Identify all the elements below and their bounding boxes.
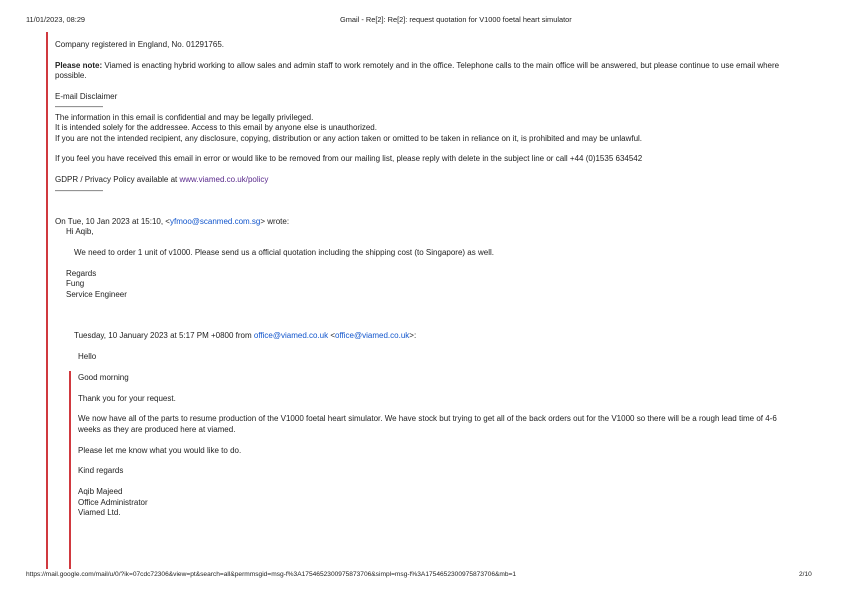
quoted-sender-email-link-2[interactable]: office@viamed.co.uk — [335, 331, 410, 341]
reply-attribution-suffix: > wrote: — [260, 216, 290, 226]
reply-attribution-prefix: On Tue, 10 Jan 2023 at 15:10, < — [55, 216, 170, 226]
print-header-title: Gmail - Re[2]: Re[2]: request quotation for V1000 foetal heart simulator — [340, 15, 572, 24]
please-note — [55, 61, 797, 82]
company-registration: Company registered in England, No. 01291765. — [55, 40, 224, 49]
reply-role: Service Engineer — [66, 289, 127, 299]
reply-body: We need to order 1 unit of v1000. Please send us a official quotation including the shipping cost (to Singapore) as well. — [74, 248, 494, 258]
quoted-sender-email-link[interactable]: office@viamed.co.uk — [253, 331, 329, 341]
disclaimer-rule: —————— — [55, 102, 103, 112]
email-body — [55, 40, 797, 518]
gdpr-policy-link[interactable]: www.viamed.co.uk/policy — [179, 175, 269, 185]
quoted-kind-regards: Kind regards — [78, 466, 124, 476]
quoted-sig-company: Viamed Ltd. — [78, 508, 121, 517]
reply-sender-email-link[interactable]: yfmoo@scanmed.com.sg — [169, 216, 261, 226]
quoted-sig-name: Aqib Majeed — [78, 487, 123, 497]
quoted-let-me-know: Please let me know what you would like to do. — [78, 445, 242, 455]
disclaimer-title: E-mail Disclaimer — [55, 92, 118, 101]
disclaimer-line-2: It is intended solely for the addressee. Access to this email by anyone else is unauthorized. — [55, 123, 377, 133]
disclaimer-line-3: If you are not the intended recipient, any disclosure, copying, distribution or any action taken or omitted to be taken in reliance on it, is prohibited and may be unlawful. — [55, 133, 643, 143]
please-note-text: Viamed is enacting hybrid working to allow sales and admin staff to work remotely and in the office. Telephone calls to the main office will be answered, but please continue to use email where possible. — [55, 60, 780, 81]
disclaimer-line-1: The information in this email is confidential and may be legally privileged. — [55, 112, 314, 122]
quoted-attribution-suffix: >: — [409, 331, 417, 341]
quoted-attribution-mid: < — [328, 331, 336, 341]
quoted-hello: Hello — [78, 352, 97, 361]
quoted-sig-title: Office Administrator — [78, 497, 148, 507]
quoted-body: We now have all of the parts to resume production of the V1000 foetal heart simulator. We have stock but trying to get all of the back orders out for the V1000 so there will be a rough lead time of 4-6 weeks as they are produced here at viamed. — [78, 414, 777, 434]
quoted-thanks: Thank you for your request. — [78, 393, 176, 403]
reply-name: Fung — [66, 279, 85, 289]
quote-bar-outer — [46, 32, 48, 569]
print-header-date: 11/01/2023, 08:29 — [26, 15, 86, 24]
gdpr-line — [55, 175, 797, 185]
reply-greeting: Hi Aqib, — [66, 227, 94, 237]
print-footer-page-number: 2/10 — [799, 571, 812, 578]
reply-attribution — [55, 217, 797, 227]
quoted-attribution-prefix: Tuesday, 10 January 2023 at 5:17 PM +0800 from — [74, 331, 254, 341]
quoted-message — [55, 352, 797, 518]
removal-notice: If you feel you have received this email in error or would like to be removed from our mailing list, please reply with delete in the subject line or call +44 (0)1535 634542 — [55, 154, 643, 164]
please-note-label: Please note: — [55, 60, 103, 70]
gdpr-prefix: GDPR / Privacy Policy available at — [55, 175, 180, 185]
gdpr-rule: —————— — [55, 185, 103, 195]
quoted-attribution — [66, 331, 797, 341]
quoted-good-morning: Good morning — [78, 372, 129, 382]
reply-block — [55, 227, 797, 352]
reply-regards: Regards — [66, 268, 97, 278]
print-footer-url: https://mail.google.com/mail/u/0/?ik=07cdc72306&view=pt&search=all&permmsgid=msg-f%3A1754652300975873706&simpl=msg-f%3A1754652300975873706&mb=1 — [26, 571, 517, 578]
